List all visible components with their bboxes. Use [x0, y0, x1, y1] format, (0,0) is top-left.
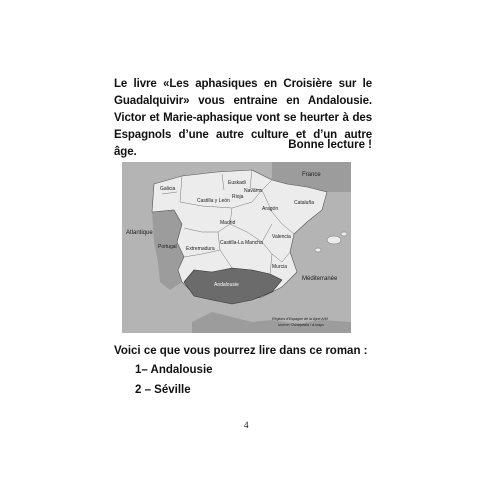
- map-credit: source: ©Wikipedia / d-maps: [278, 323, 324, 327]
- label-galicia: Galicia: [160, 186, 176, 192]
- caption: Voici ce que vous pourrez lire dans ce roman :: [114, 345, 368, 357]
- label-mediterranee: Méditerranée: [302, 276, 338, 282]
- label-murcia: Murcia: [272, 264, 288, 270]
- label-madrid: Madrid: [220, 220, 236, 226]
- mallorca-island: [327, 236, 341, 244]
- closing-line: Bonne lecture !: [288, 139, 372, 151]
- list-item: 1– Andalousie: [135, 364, 213, 376]
- label-euskadi: Euskadi: [228, 180, 246, 186]
- label-atlantique: Atlantique: [126, 230, 153, 236]
- menorca-island: [341, 232, 347, 236]
- label-extremadura: Extremadura: [186, 246, 215, 252]
- label-valencia: Valencia: [272, 234, 291, 240]
- label-cataluna: Cataluña: [294, 200, 315, 206]
- label-navarra: Navarra: [244, 188, 262, 194]
- label-castilla-mancha: Castilla-La Mancha: [220, 240, 263, 246]
- label-portugal: Portugal: [158, 244, 177, 250]
- label-aragon: Aragón: [262, 206, 279, 212]
- page-number: 4: [244, 420, 249, 430]
- list-item: 2 – Séville: [135, 384, 191, 396]
- label-france: France: [302, 172, 321, 178]
- ibiza-island: [315, 248, 321, 252]
- label-castilla-leon: Castilla y León: [197, 198, 230, 204]
- map-title: Régions d'Espagne de la ligne A/M: [272, 317, 328, 321]
- intro-paragraph: Le livre «Les aphasiques en Croisière sur le Guadalquivir» vous entraine en Andalousie. Victor et Marie-aphasique vont se heurter à des Espagnols d’une autre culture et d’un autre âge.: [114, 78, 372, 158]
- spain-regions-map: [122, 162, 351, 333]
- label-andalousie: Andalousie: [214, 282, 239, 288]
- label-rioja: Rioja: [232, 194, 244, 200]
